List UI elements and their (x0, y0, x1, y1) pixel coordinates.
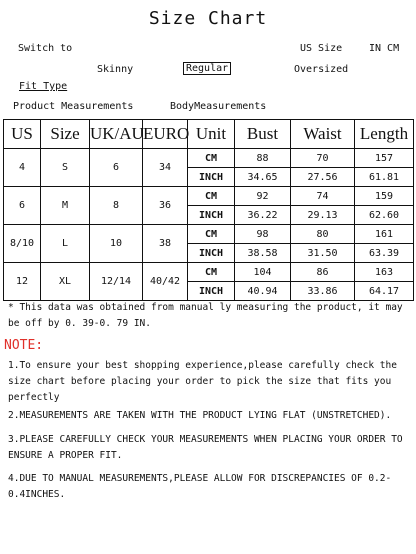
cell-bust: 88 (235, 149, 291, 168)
table-header-row (4, 120, 414, 149)
table-row (4, 225, 414, 244)
cell-waist: 29.13 (291, 206, 355, 225)
note-item-2: 2.MEASUREMENTS ARE TAKEN WITH THE PRODUCT LYING FLAT (UNSTRETCHED). (8, 410, 392, 421)
cell-size: S (41, 149, 90, 187)
col-header-size: Size (41, 120, 90, 149)
cell-length: 159 (355, 187, 414, 206)
cell-unit-inch: INCH (188, 168, 235, 187)
col-header-euro: EURO (143, 120, 188, 149)
unit-toggle[interactable]: IN CM (369, 43, 400, 54)
cell-length: 61.81 (355, 168, 414, 187)
cell-euro: 36 (143, 187, 188, 225)
cell-unit-inch: INCH (188, 244, 235, 263)
cell-length: 63.39 (355, 244, 414, 263)
cell-length: 62.60 (355, 206, 414, 225)
tab-body-measurements[interactable]: BodyMeasurements (170, 101, 267, 112)
table-row (4, 187, 414, 206)
cell-bust: 40.94 (235, 282, 291, 301)
table-row (4, 149, 414, 168)
cell-size: XL (41, 263, 90, 301)
cell-bust: 104 (235, 263, 291, 282)
cell-waist: 31.50 (291, 244, 355, 263)
cell-bust: 36.22 (235, 206, 291, 225)
note-item-4: 4.DUE TO MANUAL MEASUREMENTS,PLEASE ALLOW FOR DISCREPANCIES OF 0.2-0.4INCHES. (8, 473, 392, 500)
cell-length: 161 (355, 225, 414, 244)
col-header-waist: Waist (291, 120, 355, 149)
note-item-3: 3.PLEASE CAREFULLY CHECK YOUR MEASUREMENTS WHEN PLACING YOUR ORDER TO ENSURE A PROPER FIT. (8, 434, 403, 461)
cell-length: 163 (355, 263, 414, 282)
disclaimer-text: * This data was obtained from manual ly measuring the product, it may be off by 0. 39-0. 79 IN. (8, 302, 403, 329)
cell-unit-inch: INCH (188, 206, 235, 225)
cell-waist: 27.56 (291, 168, 355, 187)
cell-bust: 38.58 (235, 244, 291, 263)
col-header-us: US (4, 120, 41, 149)
cell-size: L (41, 225, 90, 263)
cell-us: 8/10 (4, 225, 41, 263)
cell-unit-cm: CM (188, 187, 235, 206)
cell-us: 12 (4, 263, 41, 301)
fit-option-oversized[interactable]: Oversized (294, 64, 349, 75)
cell-ukau: 10 (90, 225, 143, 263)
cell-waist: 86 (291, 263, 355, 282)
cell-us: 6 (4, 187, 41, 225)
col-header-length: Length (355, 120, 414, 149)
fit-option-skinny[interactable]: Skinny (97, 64, 134, 75)
us-size-toggle[interactable]: US Size (300, 43, 343, 54)
size-table (3, 119, 414, 301)
col-header-ukau: UK/AU (90, 120, 143, 149)
cell-euro: 38 (143, 225, 188, 263)
table-row (4, 263, 414, 282)
switch-to-label: Switch to (18, 43, 73, 54)
col-header-unit: Unit (188, 120, 235, 149)
cell-waist: 70 (291, 149, 355, 168)
cell-length: 157 (355, 149, 414, 168)
fit-option-regular[interactable]: Regular (183, 62, 231, 75)
cell-unit-inch: INCH (188, 282, 235, 301)
tab-product-measurements[interactable]: Product Measurements (13, 101, 134, 112)
cell-euro: 40/42 (143, 263, 188, 301)
cell-ukau: 6 (90, 149, 143, 187)
cell-bust: 98 (235, 225, 291, 244)
cell-ukau: 12/14 (90, 263, 143, 301)
cell-unit-cm: CM (188, 263, 235, 282)
note-item-1: 1.To ensure your best shopping experience,please carefully check the size chart before placing your order to pick the size that fits you perfectly (8, 360, 397, 403)
cell-waist: 74 (291, 187, 355, 206)
cell-size: M (41, 187, 90, 225)
note-heading: NOTE: (4, 338, 44, 353)
cell-length: 64.17 (355, 282, 414, 301)
cell-bust: 92 (235, 187, 291, 206)
cell-us: 4 (4, 149, 41, 187)
cell-waist: 80 (291, 225, 355, 244)
fit-type-link[interactable]: Fit Type (19, 81, 68, 92)
cell-euro: 34 (143, 149, 188, 187)
col-header-bust: Bust (235, 120, 291, 149)
page-title: Size Chart (148, 8, 268, 29)
cell-ukau: 8 (90, 187, 143, 225)
cell-unit-cm: CM (188, 149, 235, 168)
cell-waist: 33.86 (291, 282, 355, 301)
cell-unit-cm: CM (188, 225, 235, 244)
cell-bust: 34.65 (235, 168, 291, 187)
